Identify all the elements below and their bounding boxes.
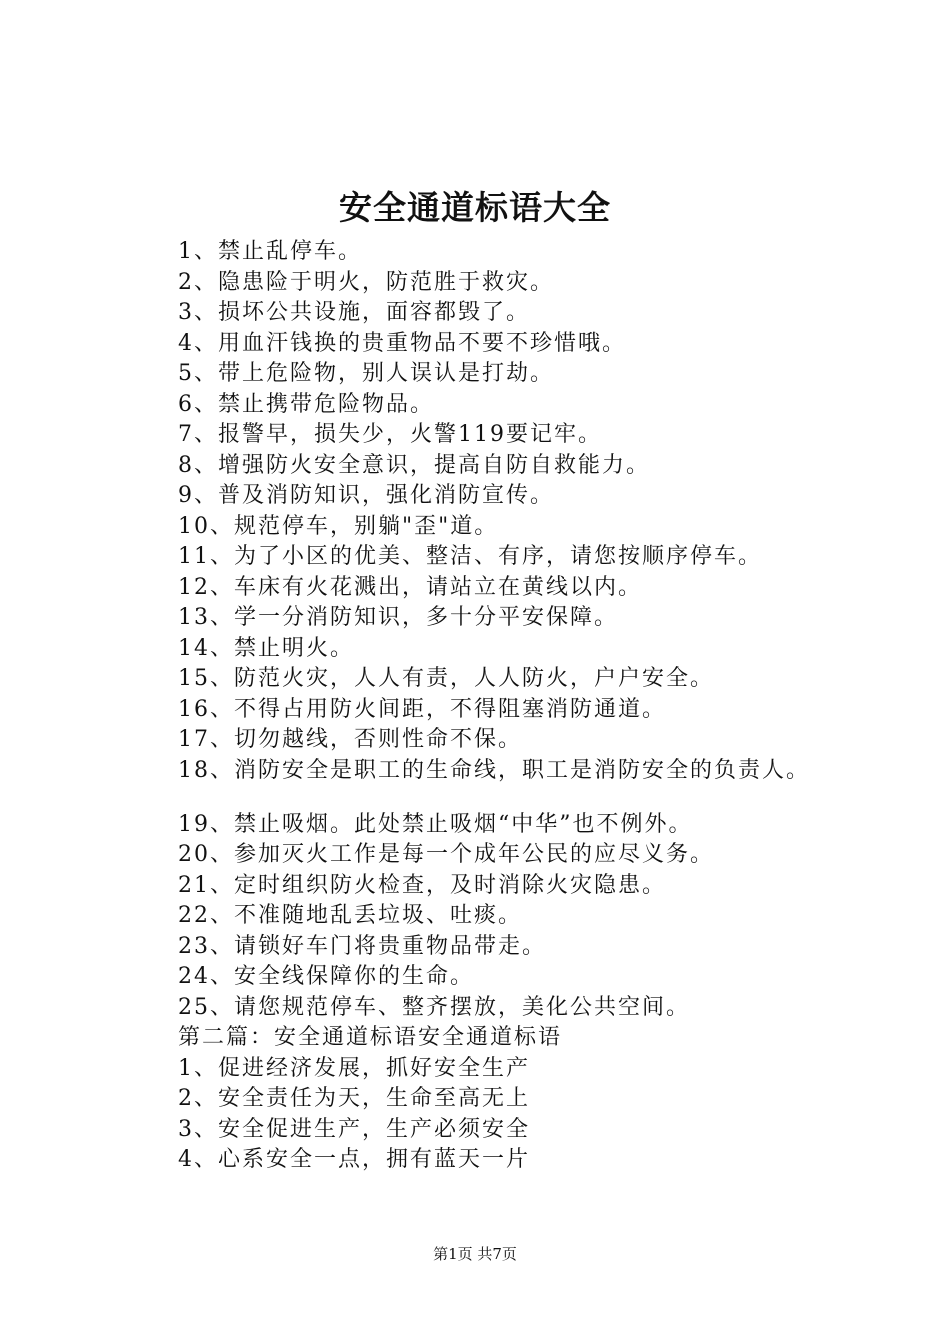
list-item: 18、消防安全是职工的生命线，职工是消防安全的负责人。 [178,757,810,783]
list-item: 14、禁止明火。 [178,635,354,661]
list-item: 24、安全线保障你的生命。 [178,964,474,989]
list-item: 15、防范火灾，人人有责，人人防火，户户安全。 [178,666,714,691]
list-item: 8、增强防火安全意识，提高自防自救能力。 [178,452,650,478]
list-item: 11、为了小区的优美、整洁、有序，请您按顺序停车。 [178,544,762,569]
list-item: 22、不准随地乱丢垃圾、吐痰。 [178,903,522,928]
list-item: 1、禁止乱停车。 [178,239,362,264]
list-item: 23、请锁好车门将贵重物品带走。 [178,933,546,959]
list-item: 12、车床有火花溅出，请站立在黄线以内。 [178,574,642,600]
list-item: 3、安全促进生产，生产必须安全 [178,1116,530,1142]
list-item: 16、不得占用防火间距，不得阻塞消防通道。 [178,696,666,722]
list-item: 20、参加灭火工作是每一个成年公民的应尽义务。 [178,842,714,867]
list-item: 19、禁止吸烟。此处禁止吸烟“中华”也不例外。 [178,811,693,837]
section-heading: 第二篇：安全通道标语安全通道标语 [178,1025,563,1050]
list-item: 25、请您规范停车、整齐摆放，美化公共空间。 [178,994,690,1020]
page-footer: 第1页 共7页 [433,1245,517,1263]
list-item: 4、用血汗钱换的贵重物品不要不珍惜哦。 [178,330,626,356]
list-item: 3、损坏公共设施，面容都毁了。 [178,300,530,325]
slogan-list [178,237,938,1176]
list-item: 5、带上危险物，别人误认是打劫。 [178,361,554,386]
list-item: 6、禁止携带危险物品。 [178,391,434,417]
list-item: 7、报警早，损失少，火警119要记牢。 [178,422,602,447]
list-item: 13、学一分消防知识，多十分平安保障。 [178,605,618,630]
list-item: 2、安全责任为天，生命至高无上 [178,1086,530,1111]
list-item: 10、规范停车，别躺"歪"道。 [178,513,499,539]
list-item: 17、切勿越线，否则性命不保。 [178,727,522,752]
list-item: 21、定时组织防火检查，及时消除火灾隐患。 [178,872,666,898]
page-title: 安全通道标语大全 [339,188,611,227]
list-item: 4、心系安全一点，拥有蓝天一片 [178,1147,530,1172]
list-item: 1、促进经济发展，抓好安全生产 [178,1055,530,1081]
list-item: 2、隐患险于明火，防范胜于救灾。 [178,269,554,295]
list-item: 9、普及消防知识，强化消防宣传。 [178,483,554,508]
